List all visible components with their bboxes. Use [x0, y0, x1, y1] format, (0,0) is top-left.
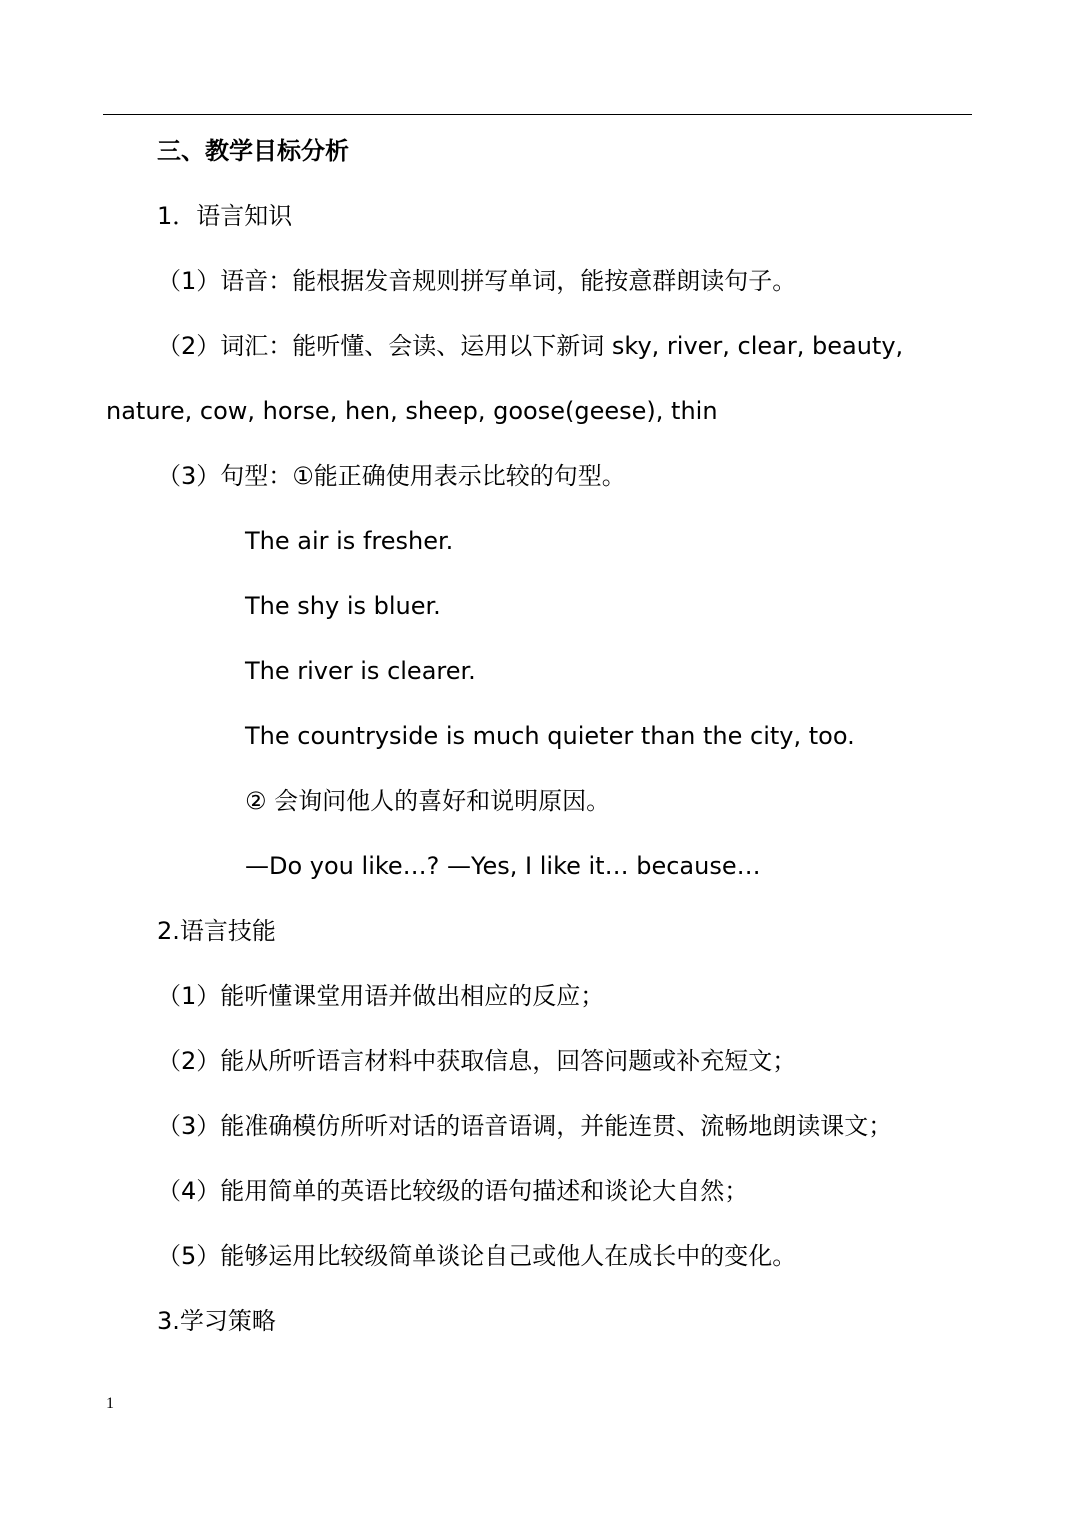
example-sentence: The countryside is much quieter than the city, too. — [245, 722, 855, 750]
page-number: 1 — [106, 1395, 114, 1412]
sentence-patterns-item: （3）句型：①能正确使用表示比较的句型。 — [157, 462, 626, 490]
dialogue-example: —Do you like…? —Yes, I like it… because… — [245, 852, 761, 880]
header-rule — [103, 114, 972, 115]
pronunciation-item: （1）语音：能根据发音规则拼写单词，能按意群朗读句子。 — [157, 267, 797, 295]
example-sentence: The river is clearer. — [245, 657, 476, 685]
learning-strategies-heading: 3.学习策略 — [157, 1307, 276, 1335]
example-sentence: The air is fresher. — [245, 527, 454, 555]
language-skills-heading: 2.语言技能 — [157, 917, 276, 945]
section-title: 三、教学目标分析 — [157, 137, 349, 165]
skill-item: （1）能听懂课堂用语并做出相应的反应； — [157, 982, 605, 1010]
skill-item: （5）能够运用比较级简单谈论自己或他人在成长中的变化。 — [157, 1242, 797, 1270]
preference-item: ② 会询问他人的喜好和说明原因。 — [245, 787, 611, 815]
skill-item: （2）能从所听语言材料中获取信息，回答问题或补充短文； — [157, 1047, 797, 1075]
skill-item: （4）能用简单的英语比较级的语句描述和谈论大自然； — [157, 1177, 749, 1205]
language-knowledge-heading: 1．语言知识 — [157, 202, 293, 230]
example-sentence: The shy is bluer. — [245, 592, 441, 620]
vocabulary-item-line1: （2）词汇：能听懂、会读、运用以下新词 sky, river, clear, beauty, — [157, 332, 904, 360]
skill-item: （3）能准确模仿所听对话的语音语调，并能连贯、流畅地朗读课文； — [157, 1112, 893, 1140]
vocabulary-item-line2: nature, cow, horse, hen, sheep, goose(geese), thin — [106, 397, 718, 425]
